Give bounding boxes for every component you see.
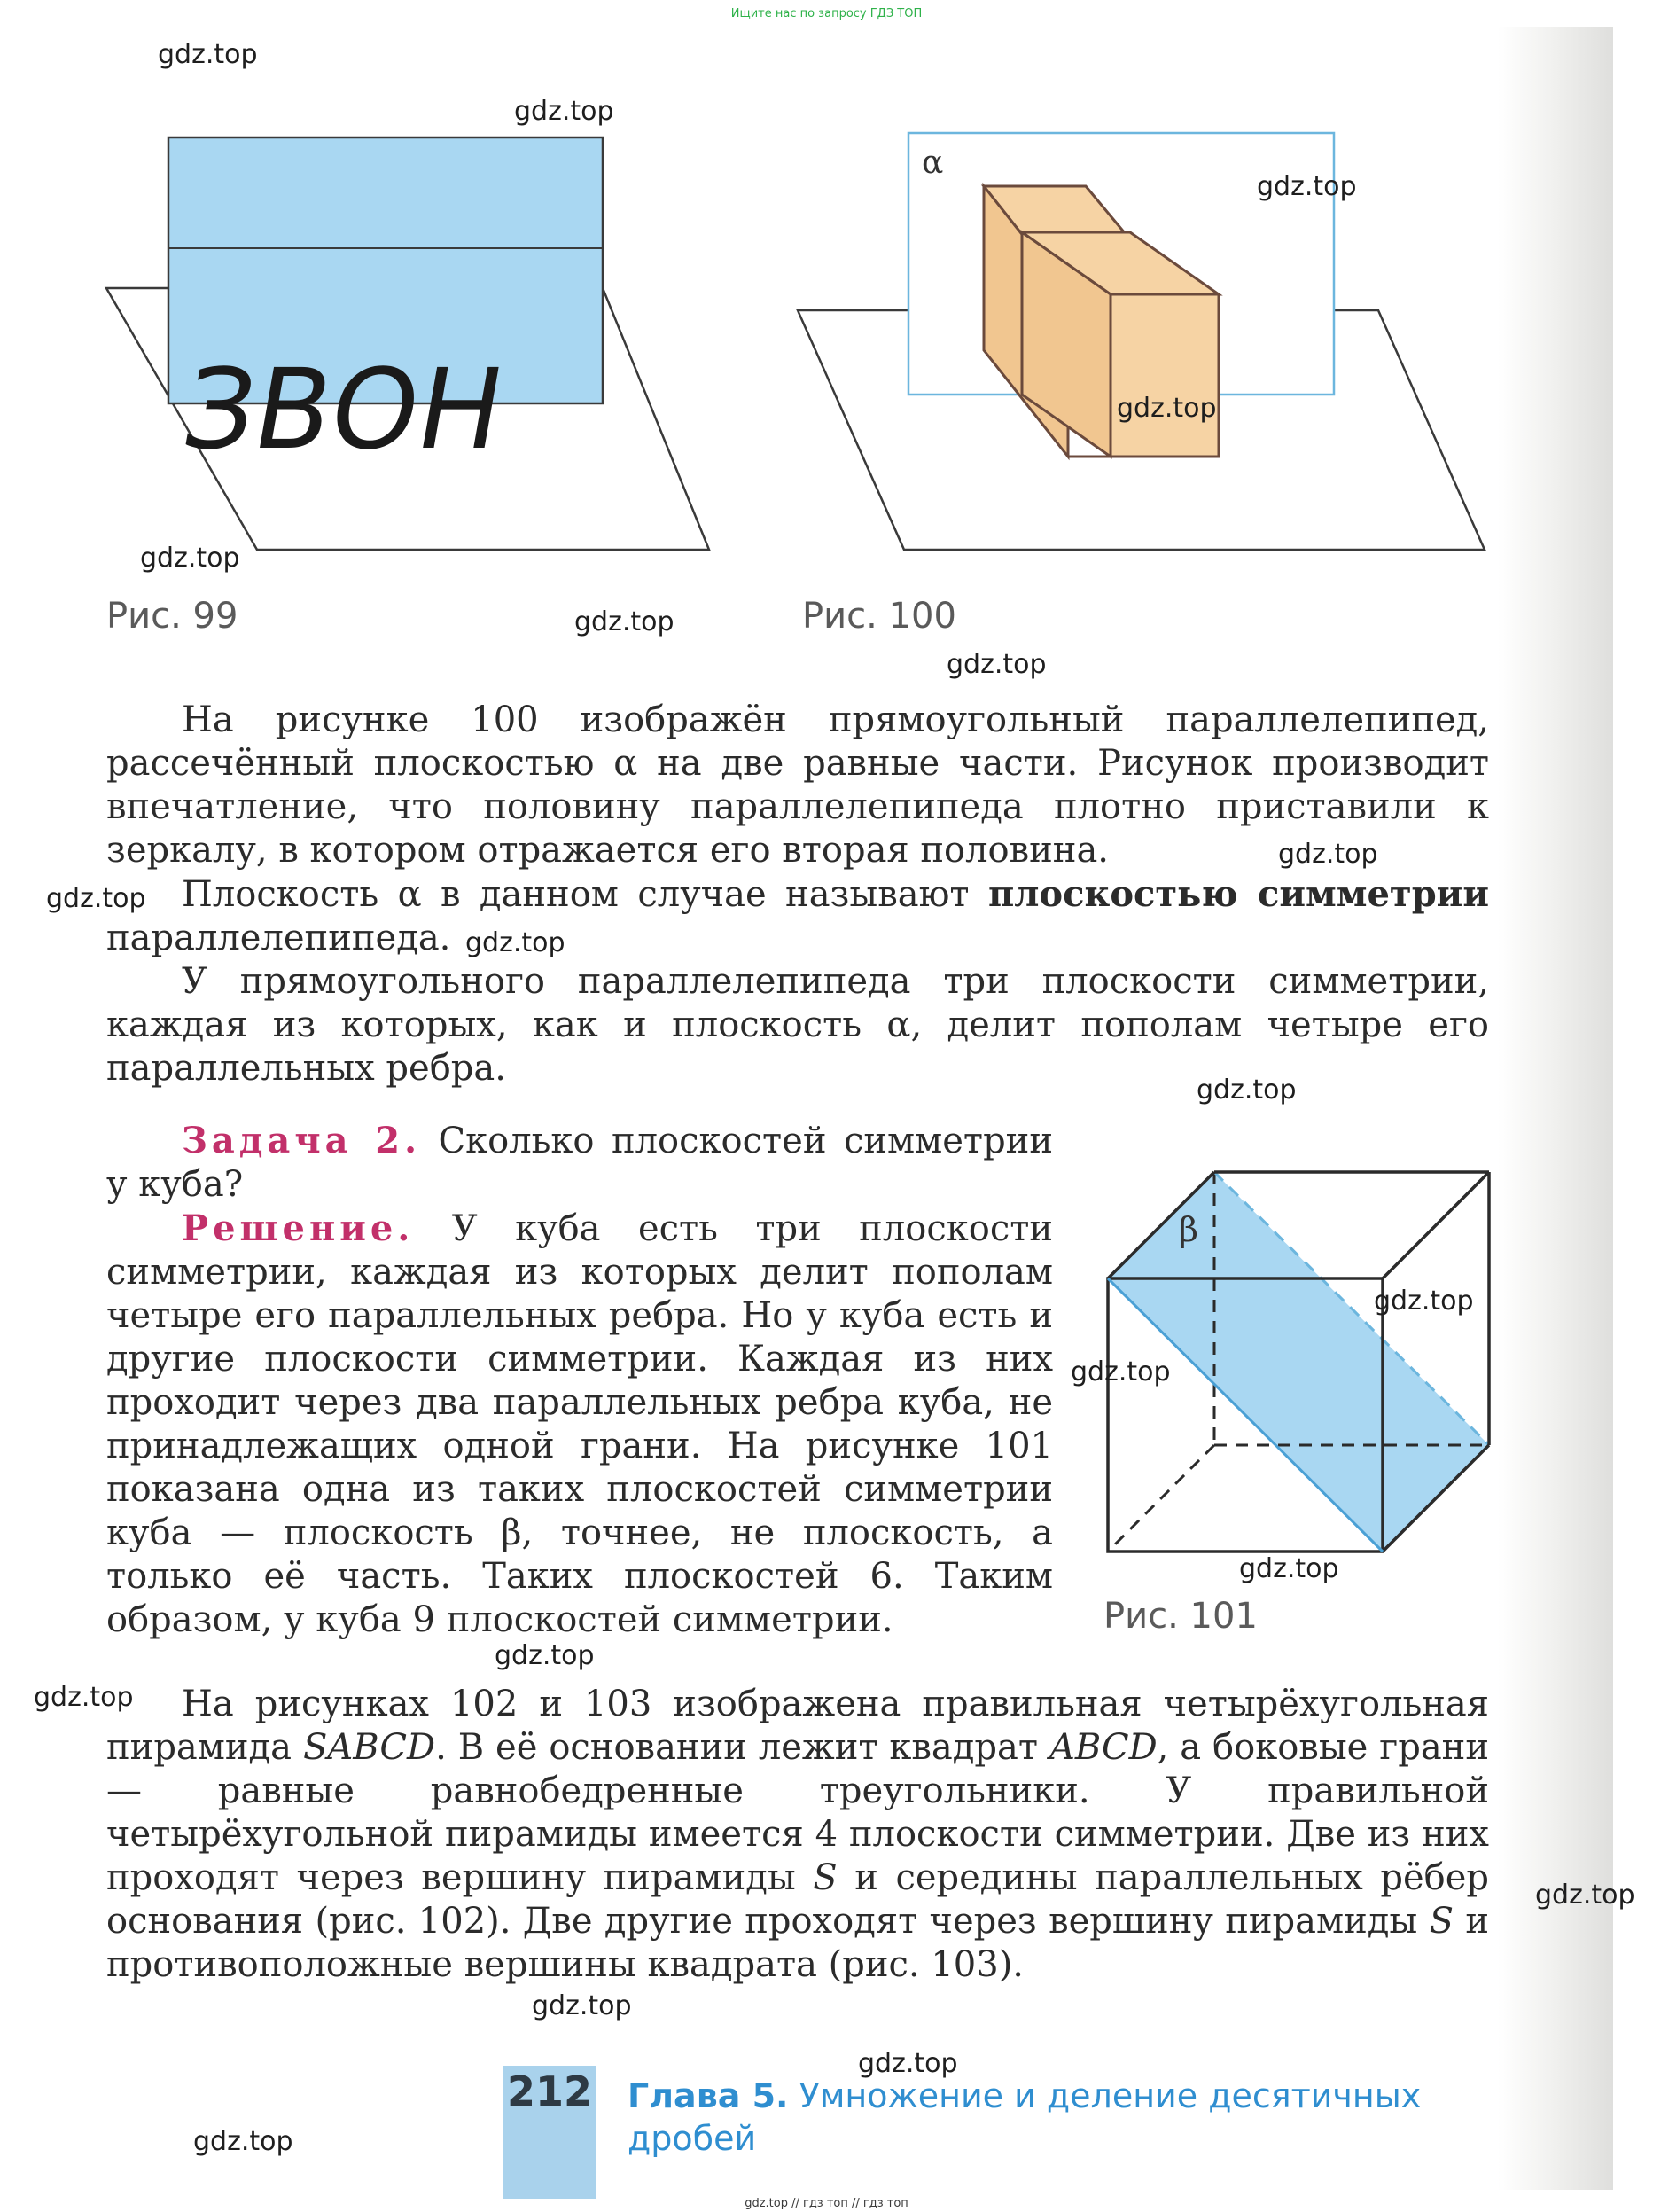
watermark: gdz.top <box>158 39 258 70</box>
watermark: gdz.top <box>1117 393 1217 424</box>
task-label: Задача 2. <box>182 1120 422 1161</box>
watermark: gdz.top <box>1278 839 1378 870</box>
watermark: gdz.top <box>1535 1880 1635 1911</box>
watermark: gdz.top <box>1071 1356 1171 1387</box>
watermark: gdz.top <box>46 883 146 914</box>
figure-100 <box>793 124 1493 567</box>
task-2 <box>106 1119 1053 1642</box>
watermark: gdz.top <box>193 2126 293 2157</box>
watermark: gdz.top <box>140 543 240 574</box>
paragraph-1: На рисунке 100 изображён прямоугольный параллелепипед, рассечённый плоскостью α на две равные части. Рисунок производит впечатление, что половину параллелепипеда плотно приставили к зеркалу, в котором отражается его вторая половина. <box>106 700 1489 871</box>
figure-99 <box>97 124 736 567</box>
watermark: gdz.top <box>947 649 1047 680</box>
chapter-title: Глава 5. Умножение и деление десятичных дробей <box>628 2076 1422 2158</box>
watermark: gdz.top <box>514 96 614 127</box>
watermark: gdz.top <box>858 2048 958 2079</box>
page-margin <box>1613 27 1653 2190</box>
plane-label-beta: β <box>1179 1210 1198 1249</box>
header-note: Ищите нас по запросу ГДЗ ТОП <box>730 7 923 20</box>
watermark: gdz.top <box>1257 171 1357 202</box>
caption-fig-100: Рис. 100 <box>802 596 956 637</box>
watermark: gdz.top <box>532 1990 632 2021</box>
pyramid-text <box>106 1683 1489 1987</box>
watermark: gdz.top <box>495 1640 595 1671</box>
task-question: Задача 2. Сколько плоскостей симметрии у куба? <box>106 1120 1053 1205</box>
intro-text <box>106 699 1489 1090</box>
plane-label-alpha: α <box>922 145 944 181</box>
watermark: gdz.top <box>1239 1553 1339 1584</box>
solution-label: Решение. <box>182 1208 415 1249</box>
term-symmetry-plane: плоскостью симметрии <box>987 873 1490 915</box>
watermark: gdz.top <box>1374 1286 1474 1317</box>
paragraph-3: У прямоугольного параллелепипеда три плоскости симметрии, каждая из которых, как и плоскость α, делит пополам четыре его параллельных ребра. <box>106 961 1489 1089</box>
paragraph-pyramid: На рисунках 102 и 103 изображена правильная четырёхугольная пирамида SABCD. В её основании лежит квадрат ABCD, а боковые грани — равные равнобедренные треугольники. У правильной четырёхугольной пирамиды имеется 4 плоскости симметрии. Две из них проходят через вершину пирамиды S и середины параллельных рёбер основания (рис. 102). Две другие проходят через вершину пирамиды S и противоположные вершины квадрата (рис. 103). <box>106 1684 1490 1985</box>
footer-note: gdz.top // гдз топ // гдз топ <box>745 2197 908 2210</box>
watermark: gdz.top <box>1197 1075 1297 1106</box>
page-number: 212 <box>507 2067 593 2115</box>
watermark: gdz.top <box>34 1682 134 1713</box>
caption-fig-99: Рис. 99 <box>106 596 238 637</box>
caption-fig-101: Рис. 101 <box>1103 1596 1258 1637</box>
watermark: gdz.top <box>574 606 674 637</box>
paragraph-2: Плоскость α в данном случае называют плоскостью симметрии параллелепипеда. <box>106 873 1490 958</box>
mirror-word: ЗВОН <box>173 344 514 474</box>
watermark: gdz.top <box>465 927 565 958</box>
chapter-label: Глава 5. <box>628 2076 789 2115</box>
task-solution: Решение. У куба есть три плоскости симметрии, каждая из которых делит пополам четыре его параллельных ребра. Но у куба есть и другие плоскости симметрии. Каждая из них проходит через два параллельных ребра куба, не принадлежащих одной грани. На рисунке 101 показана одна из таких плоскостей симметрии куба — плоскость β, точнее, не плоскость, а только её часть. Таких плоскостей 6. Таким образом, у куба 9 плоскостей симметрии. <box>106 1208 1054 1640</box>
